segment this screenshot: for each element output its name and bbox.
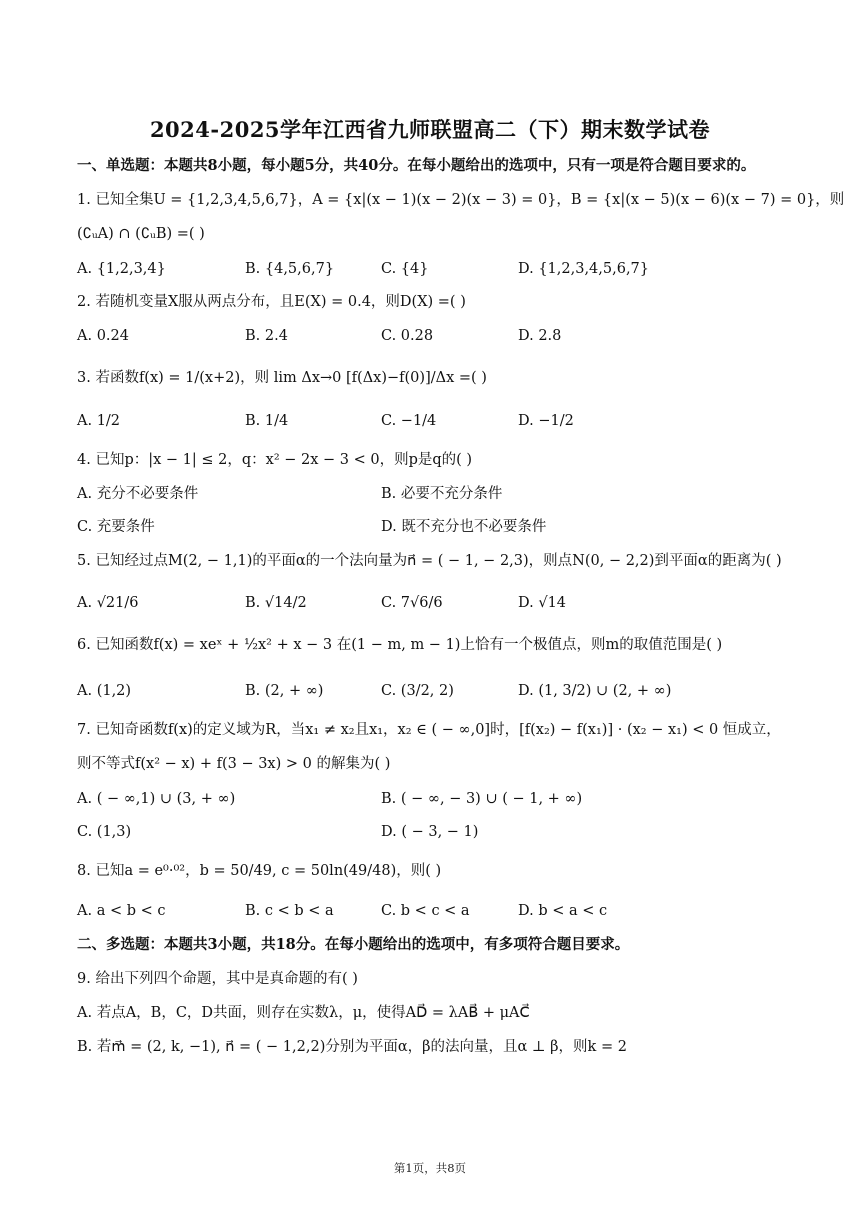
question-4-option-b: B. 必要不充分条件	[381, 486, 503, 502]
question-1-stem-cont: (∁ᵤA) ∩ (∁ᵤB) =( )	[77, 226, 205, 242]
question-5-option-b: B. √14/2	[245, 595, 307, 611]
question-9-stem: 9. 给出下列四个命题，其中是真命题的有( )	[77, 971, 358, 987]
page-title: 2024-2025学年江西省九师联盟高二（下）期末数学试卷	[149, 117, 711, 142]
question-1-option-d: D. {1,2,3,4,5,6,7}	[518, 261, 650, 277]
question-3-option-a: A. 1/2	[77, 413, 121, 429]
question-5-option-d: D. √14	[518, 595, 567, 611]
question-3-option-b: B. 1/4	[245, 413, 289, 429]
section-single-choice-heading: 一、单选题：本题共8小题，每小题5分，共40分。在每小题给出的选项中，只有一项是符合题目要求的。	[77, 157, 756, 174]
question-1-option-b: B. {4,5,6,7}	[245, 261, 335, 277]
section-multiple-choice-heading: 二、多选题：本题共3小题，共18分。在每小题给出的选项中，有多项符合题目要求。	[77, 936, 630, 953]
question-7-stem-cont: 则不等式f(x² − x) + f(3 − 3x) > 0 的解集为( )	[77, 756, 391, 772]
page-footer: 第1页，共8页	[393, 1161, 467, 1175]
question-5-option-c: C. 7√6/6	[381, 595, 443, 611]
question-3-stem: 3. 若函数f(x) = 1/(x+2)，则 lim Δx→0 [f(Δx)−f(0)]/Δx =( )	[77, 370, 487, 386]
question-2-option-c: C. 0.28	[381, 328, 434, 344]
question-6-option-c: C. (3/2, 2)	[381, 683, 454, 699]
question-9-option-a: A. 若点A，B，C，D共面，则存在实数λ，μ，使得AD⃗ = λAB⃗ + μAC⃗	[77, 1005, 530, 1021]
question-8-option-a: A. a < b < c	[77, 903, 166, 919]
question-8-option-c: C. b < c < a	[381, 903, 470, 919]
question-5-stem: 5. 已知经过点M(2, − 1,1)的平面α的一个法向量为n⃗ = ( − 1, − 2,3)，则点N(0, − 2,2)到平面α的距离为( )	[77, 553, 782, 569]
question-7-option-b: B. ( − ∞, − 3) ∪ ( − 1, + ∞)	[381, 791, 583, 807]
question-3-option-d: D. −1/2	[518, 413, 574, 429]
question-2-option-a: A. 0.24	[77, 328, 129, 344]
question-6-option-a: A. (1,2)	[77, 683, 132, 699]
question-8-stem: 8. 已知a = e⁰·⁰²，b = 50/49, c = 50ln(49/48)，则( )	[77, 863, 442, 879]
question-7-option-c: C. (1,3)	[77, 824, 132, 840]
question-2-stem: 2. 若随机变量X服从两点分布，且E(X) = 0.4，则D(X) =( )	[77, 294, 466, 310]
question-1-stem: 1. 已知全集U = {1,2,3,4,5,6,7}，A = {x|(x − 1)(x − 2)(x − 3) = 0}，B = {x|(x − 5)(x − 6)(x − 7) = 0}，则	[77, 192, 845, 208]
question-7-stem: 7. 已知奇函数f(x)的定义域为R，当x₁ ≠ x₂且x₁，x₂ ∈ ( − ∞,0]时，[f(x₂) − f(x₁)] · (x₂ − x₁) < 0 恒成立，	[77, 722, 781, 738]
question-8-option-b: B. c < b < a	[245, 903, 334, 919]
question-2-option-d: D. 2.8	[518, 328, 562, 344]
question-6-option-d: D. (1, 3/2) ∪ (2, + ∞)	[518, 683, 672, 699]
question-8-option-d: D. b < a < c	[518, 903, 608, 919]
question-4-option-d: D. 既不充分也不必要条件	[381, 519, 547, 535]
question-9-option-b: B. 若m⃗ = (2, k, −1), n⃗ = ( − 1,2,2)分别为平面α，β的法向量，且α ⊥ β，则k = 2	[77, 1039, 627, 1055]
question-1-option-a: A. {1,2,3,4}	[77, 261, 166, 277]
question-4-option-c: C. 充要条件	[77, 519, 155, 535]
question-6-stem: 6. 已知函数f(x) = xeˣ + ½x² + x − 3 在(1 − m, m − 1)上恰有一个极值点，则m的取值范围是( )	[77, 637, 723, 653]
question-7-option-a: A. ( − ∞,1) ∪ (3, + ∞)	[77, 791, 236, 807]
question-4-stem: 4. 已知p：|x − 1| ≤ 2，q：x² − 2x − 3 < 0，则p是q的( )	[77, 452, 473, 468]
question-1-option-c: C. {4}	[381, 261, 429, 277]
question-6-option-b: B. (2, + ∞)	[245, 683, 324, 699]
question-7-option-d: D. ( − 3, − 1)	[381, 824, 479, 840]
question-3-option-c: C. −1/4	[381, 413, 437, 429]
question-4-option-a: A. 充分不必要条件	[77, 486, 199, 502]
question-2-option-b: B. 2.4	[245, 328, 288, 344]
question-5-option-a: A. √21/6	[77, 595, 139, 611]
